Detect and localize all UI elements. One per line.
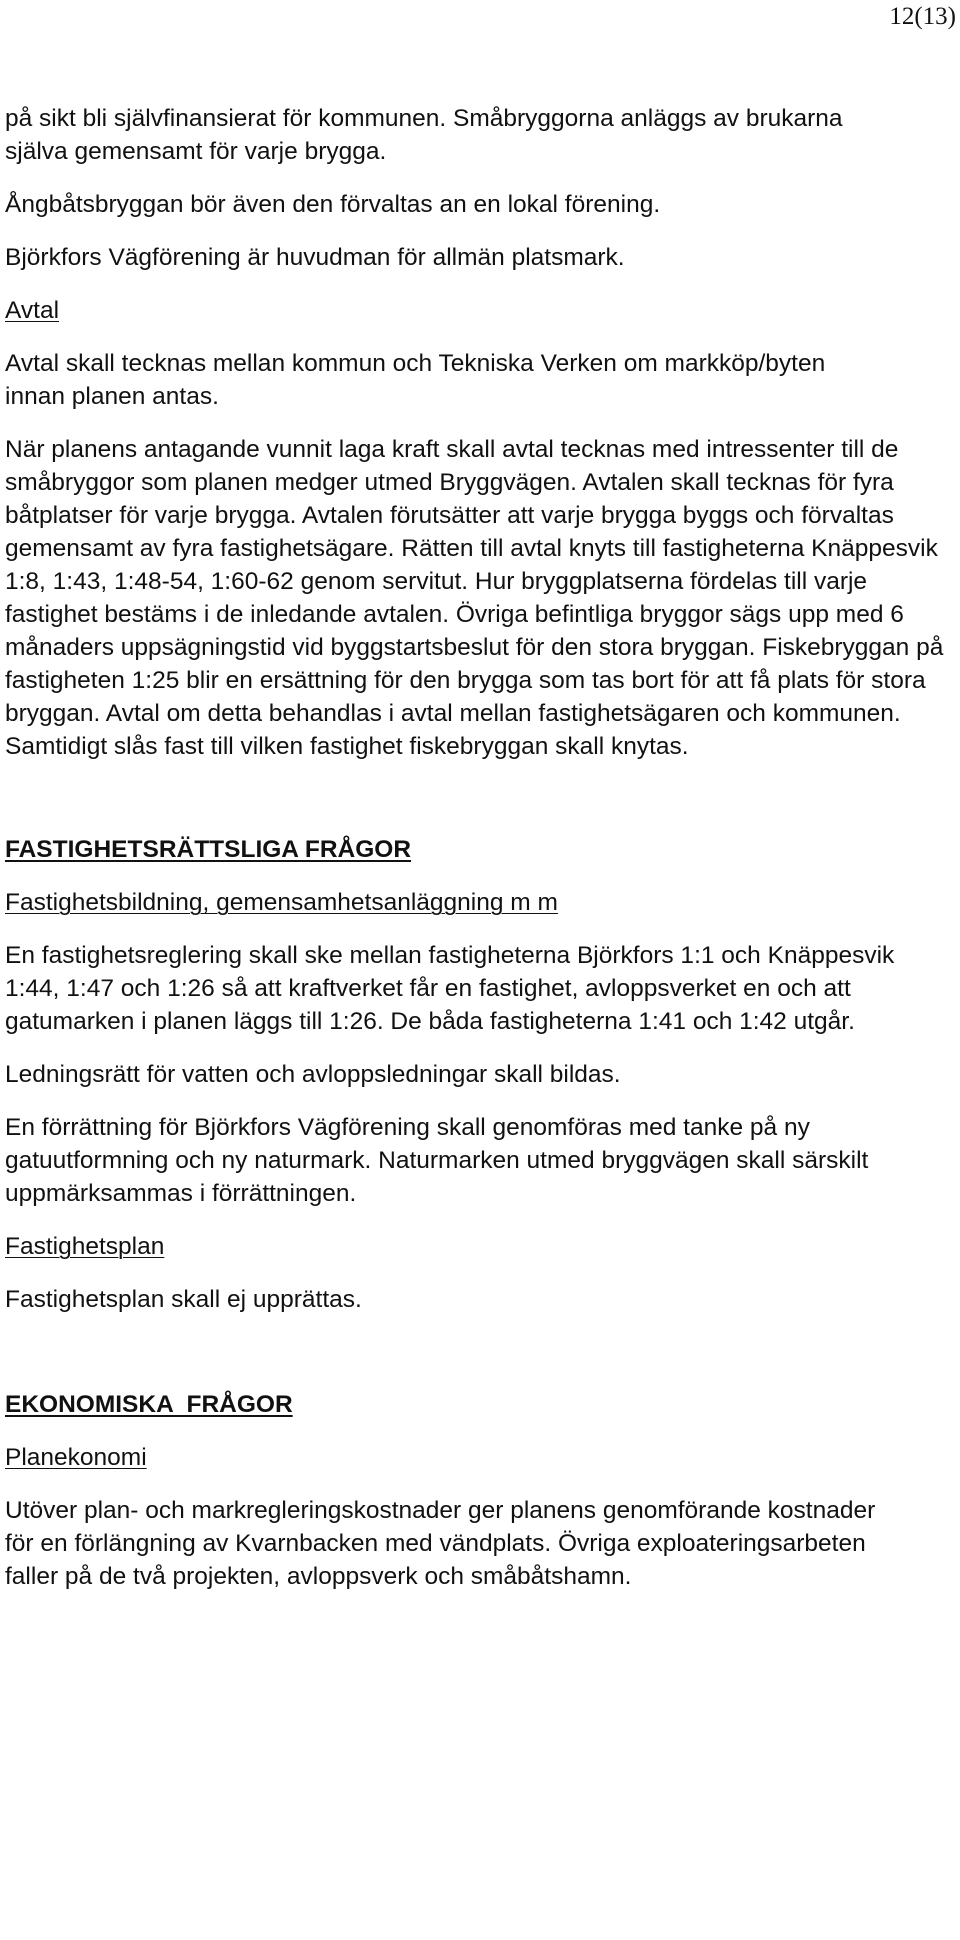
paragraph: Avtal skall tecknas mellan kommun och Tekniska Verken om markköp/byten innan planen antas. [5,350,826,410]
paragraph: Fastighetsplan skall ej upprättas. [5,1286,362,1313]
section-heading-ekonomiska: EKONOMISKA FRÅGOR [5,1391,293,1418]
subheading-fastighetsbildning: Fastighetsbildning, gemensamhetsanläggning m m [5,889,558,916]
paragraph: En fastighetsreglering skall ske mellan fastigheterna Björkfors 1:1 och Knäppesvik 1:44, 1:47 och 1:26 så att kraftverket får en fastighet, avloppsverket en och att gatumarken i planen läggs till 1:26. De båda fastigheterna 1:41 och 1:42 utgår. [5,942,895,1035]
paragraph: på sikt bli självfinansierat för kommunen. Småbryggorna anläggs av brukarna själva gemensamt för varje brygga. [5,105,843,165]
paragraph: Ledningsrätt för vatten och avloppsledningar skall bildas. [5,1061,621,1088]
paragraph: Ångbåtsbryggan bör även den förvaltas an en lokal förening. [5,191,661,218]
subheading-planekonomi: Planekonomi [5,1444,147,1471]
subheading-avtal: Avtal [5,297,60,324]
subheading-fastighetsplan: Fastighetsplan [5,1233,165,1260]
paragraph: En förrättning för Björkfors Vägförening skall genomföras med tanke på ny gatuutformning och ny naturmark. Naturmarken utmed bryggvägen skall särskilt uppmärksammas i förrättningen. [5,1114,869,1207]
section-heading-fastighetsrattsliga: FASTIGHETSRÄTTSLIGA FRÅGOR [5,836,412,863]
paragraph: När planens antagande vunnit laga kraft skall avtal tecknas med intressenter till de småbryggor som planen medger utmed Bryggvägen. Avtalen skall tecknas för fyra båtplatser för varje brygga. Avtalen förutsätter att varje brygga byggs och förvaltas gemensamt av fyra fastighetsägare. Rätten till avtal knyts till fastigheterna Knäppesvik 1:8, 1:43, 1:48-54, 1:60-62 genom servitut. Hur bryggplatserna fördelas till varje fastighet bestäms i de inledande avtalen. Övriga befintliga bryggor sägs upp med 6 månaders uppsägningstid vid byggstartsbeslut för den stora bryggan. Fiskebryggan på fastigheten 1:25 blir en ersättning för den brygga som tas bort för att få plats för stora bryggan. Avtal om detta behandlas i avtal mellan fastighetsägaren och kommunen. Samtidigt slås fast till vilken fastighet fiskebryggan skall knytas. [5,436,944,760]
document-body [5,102,955,1593]
paragraph: Utöver plan- och markregleringskostnader ger planens genomförande kostnader för en förlängning av Kvarnbacken med vändplats. Övriga exploateringsarbeten faller på de två projekten, avloppsverk och småbåtshamn. [5,1497,876,1590]
paragraph: Björkfors Vägförening är huvudman för allmän platsmark. [5,244,625,271]
page-number: 12(13) [889,3,956,30]
